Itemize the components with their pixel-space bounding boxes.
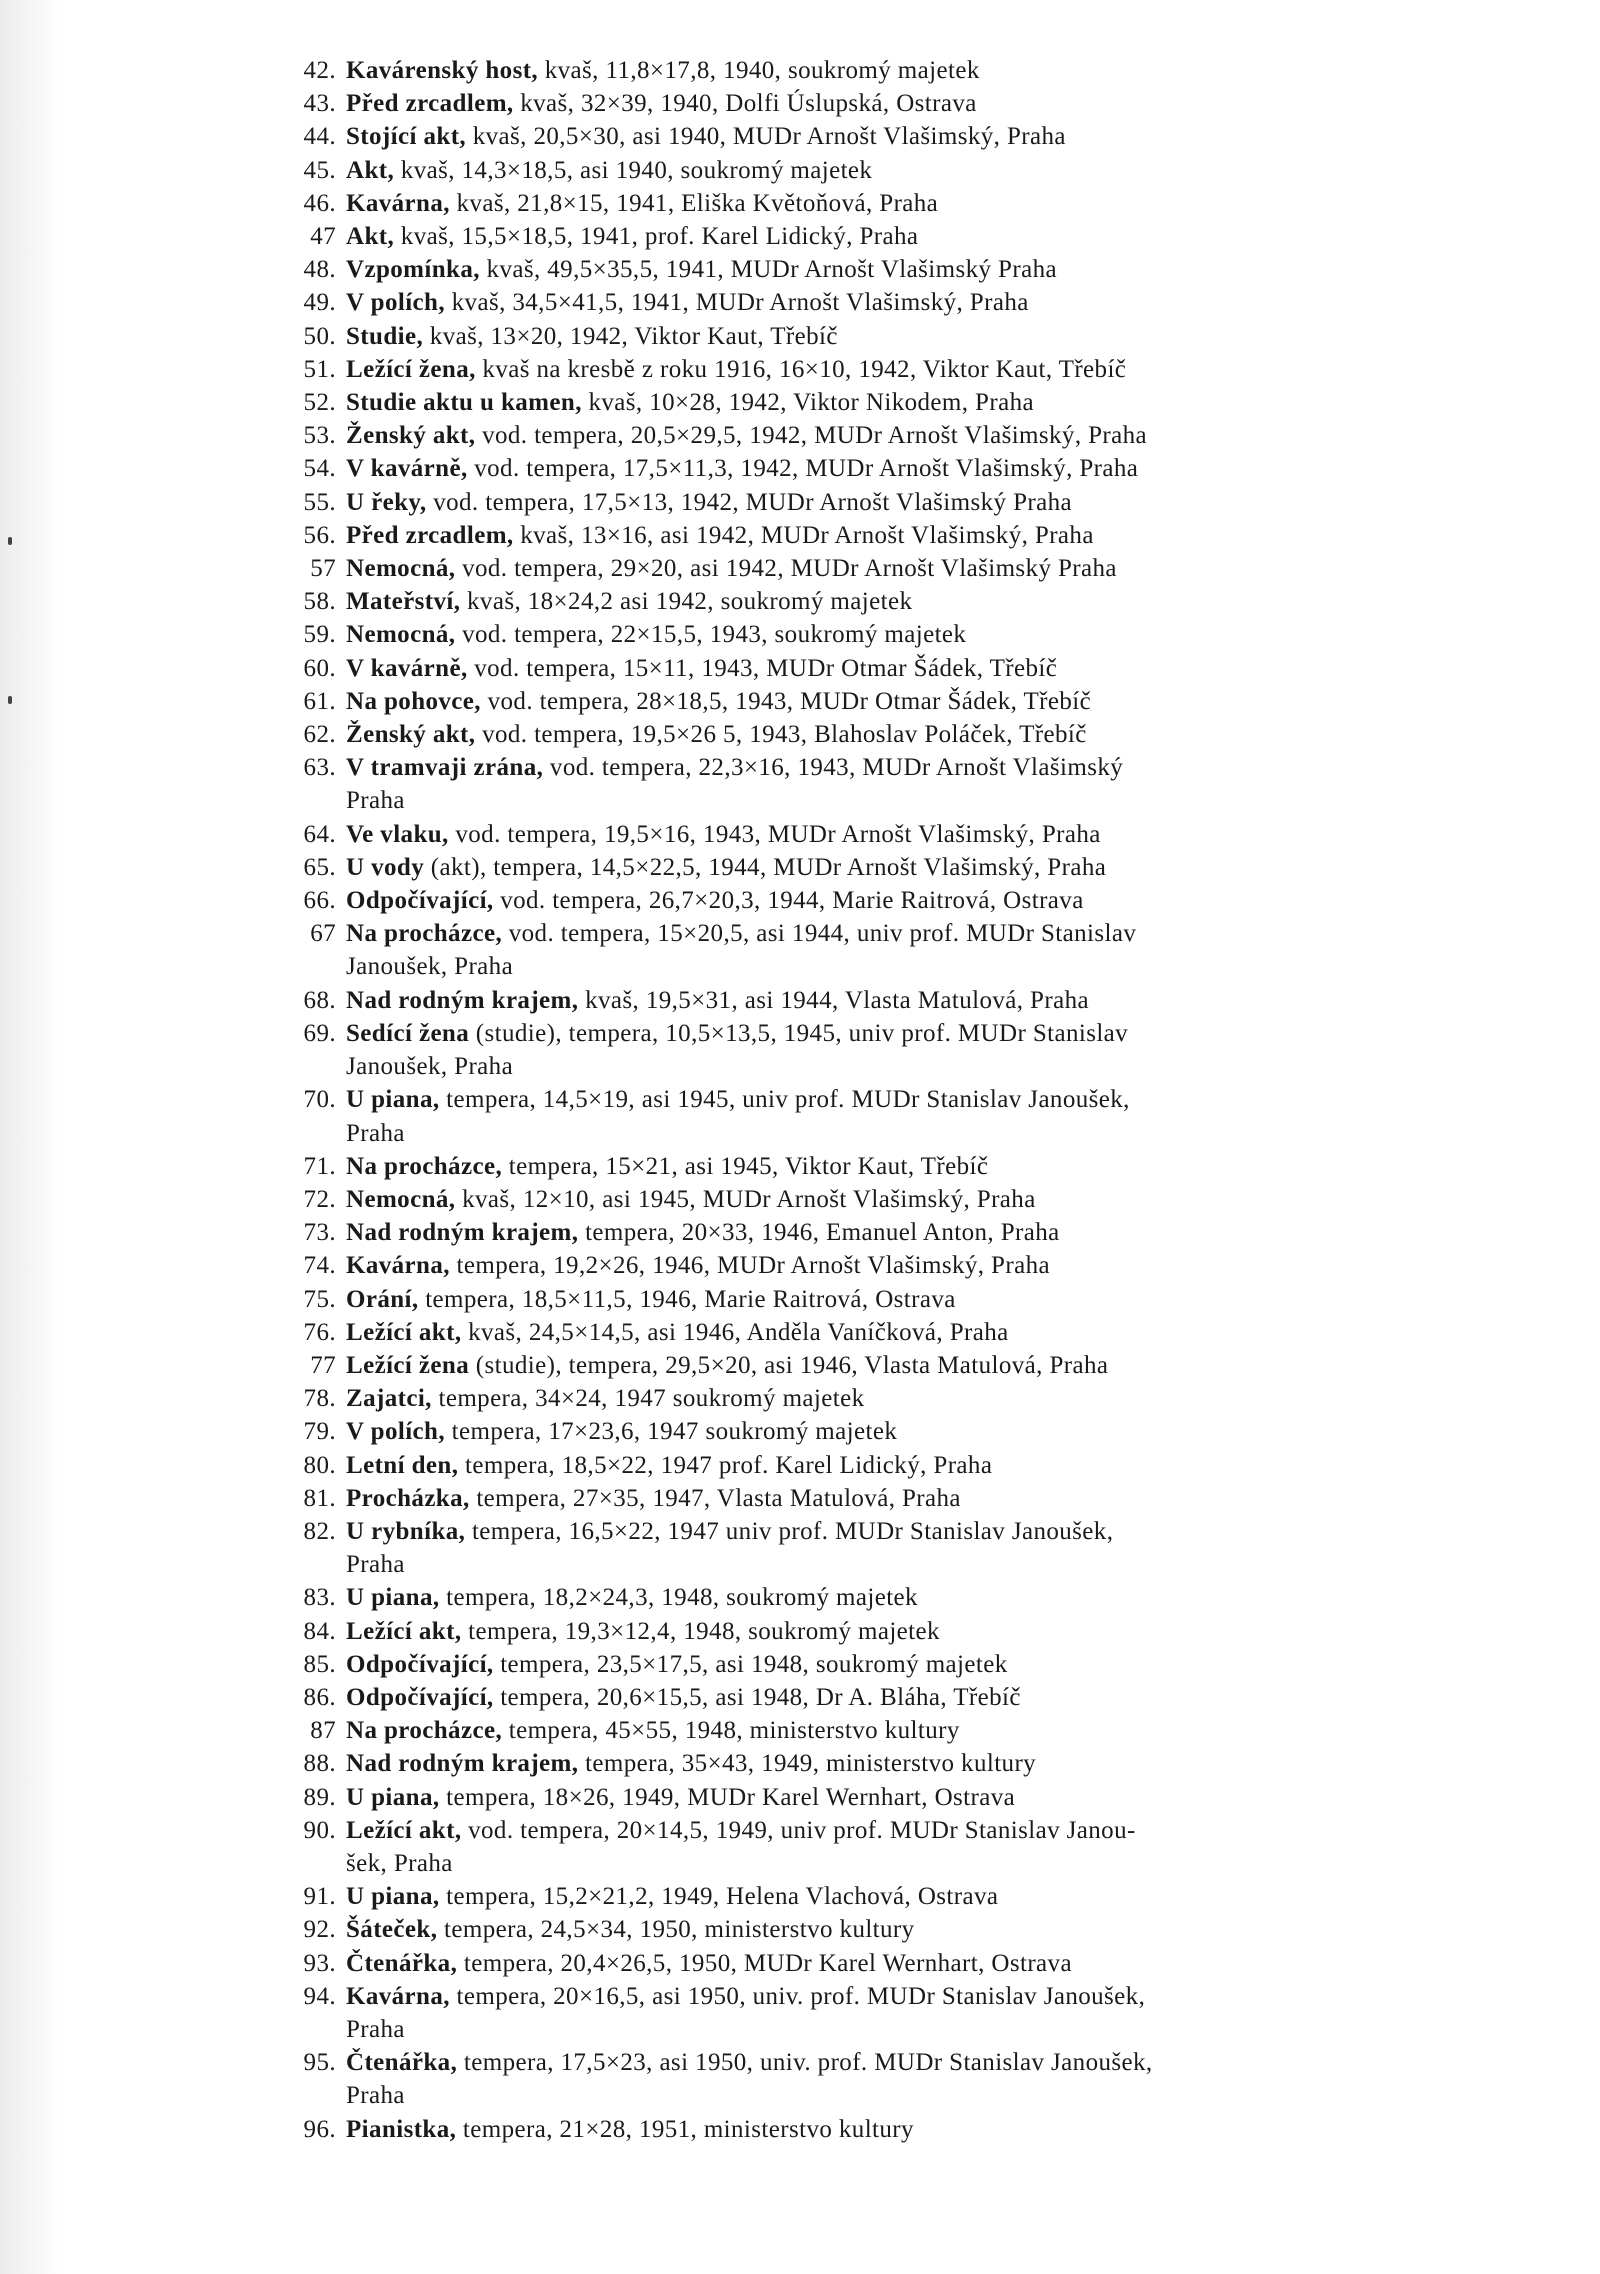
entry-details: tempera, 17×23,6, 1947 soukromý majetek: [445, 1418, 898, 1446]
entry-title: Akt,: [346, 156, 395, 184]
catalogue-entry: [272, 884, 1492, 917]
entry-details: tempera, 17,5×23, asi 1950, univ. prof. MUDr Stanislav Janoušek,: [457, 2049, 1153, 2077]
entry-details: tempera, 20,6×15,5, asi 1948, Dr A. Bláha, Třebíč: [493, 1683, 1021, 1711]
entry-title: Sedící žena: [346, 1019, 470, 1047]
entry-title: U piana,: [346, 1086, 440, 1114]
entry-title: U piana,: [346, 1883, 440, 1911]
entry-line: [346, 419, 1492, 452]
entry-number: 57: [310, 555, 336, 583]
entry-number: 43.: [303, 90, 336, 118]
entry-details: tempera, 27×35, 1947, Vlasta Matulová, Praha: [469, 1484, 961, 1512]
entry-details: tempera, 23,5×17,5, asi 1948, soukromý majetek: [493, 1650, 1008, 1678]
entry-line: [346, 2046, 1492, 2079]
entry-details: (studie), tempera, 10,5×13,5, 1945, univ prof. MUDr Stanislav: [469, 1019, 1129, 1047]
entry-title: Kavárna,: [346, 1982, 450, 2010]
entry-line: [346, 652, 1492, 685]
entry-title: Ležící akt,: [346, 1816, 462, 1844]
entry-title: Ženský akt,: [346, 422, 476, 450]
entry-line: [346, 718, 1492, 751]
entry-title: V polích,: [346, 289, 445, 317]
entry-number: 65.: [303, 853, 336, 881]
catalogue-entry: [272, 1083, 1492, 1149]
catalogue-entry: [272, 1814, 1492, 1880]
entry-number: 76.: [303, 1318, 336, 1346]
entry-details: tempera, 16,5×22, 1947 univ prof. MUDr Stanislav Janoušek,: [465, 1517, 1114, 1545]
entry-number: 50.: [303, 322, 336, 350]
entry-line: [346, 519, 1492, 552]
entry-title: Před zrcadlem,: [346, 521, 514, 549]
catalogue-entry: [272, 253, 1492, 286]
entry-line: [346, 1781, 1492, 1814]
entry-details: kvaš, 19,5×31, asi 1944, Vlasta Matulová, Praha: [578, 986, 1089, 1014]
entry-number: 81.: [303, 1484, 336, 1512]
entry-number: 90.: [303, 1816, 336, 1844]
entry-title: Pianistka,: [346, 2115, 457, 2143]
catalogue-entry: [272, 685, 1492, 718]
entry-title: Procházka,: [346, 1484, 470, 1512]
entry-number: 56.: [303, 521, 336, 549]
catalogue-entry: [272, 652, 1492, 685]
entry-line: [346, 851, 1492, 884]
entry-title: U vody: [346, 853, 425, 881]
entry-number: 69.: [303, 1019, 336, 1047]
entry-line: [346, 286, 1492, 319]
catalogue-entry: [272, 618, 1492, 651]
entry-details: kvaš, 13×20, 1942, Viktor Kaut, Třebíč: [423, 322, 838, 350]
entry-title: Vzpomínka,: [346, 256, 480, 284]
entry-number: 46.: [303, 189, 336, 217]
entry-details: tempera, 18,2×24,3, 1948, soukromý majetek: [439, 1584, 918, 1612]
entry-details: vod. tempera, 20,5×29,5, 1942, MUDr Arnošt Vlašimský, Praha: [475, 422, 1148, 450]
catalogue-entry: [272, 751, 1492, 817]
entry-line: [346, 320, 1492, 353]
entry-continuation: Praha: [346, 2015, 405, 2043]
catalogue-entry: [272, 353, 1492, 386]
entry-title: Kavárna,: [346, 189, 450, 217]
entry-title: Orání,: [346, 1285, 419, 1313]
entry-line: [346, 1382, 1492, 1415]
entry-line: [346, 1216, 1492, 1249]
entry-number: 89.: [303, 1783, 336, 1811]
entry-title: Na procházce,: [346, 1717, 503, 1745]
entry-details: tempera, 21×28, 1951, ministerstvo kultury: [456, 2115, 914, 2143]
entry-details: tempera, 19,2×26, 1946, MUDr Arnošt Vlašimský, Praha: [449, 1252, 1050, 1280]
catalogue-entry: [272, 2113, 1492, 2146]
entry-details: vod. tempera, 15×11, 1943, MUDr Otmar Šádek, Třebíč: [467, 654, 1058, 682]
entry-line: [346, 751, 1492, 784]
entry-title: Šáteček,: [346, 1916, 438, 1944]
entry-line: [346, 2113, 1492, 2146]
entry-number: 88.: [303, 1750, 336, 1778]
catalogue-entry: [272, 1183, 1492, 1216]
catalogue-entry: [272, 1216, 1492, 1249]
entry-details: tempera, 45×55, 1948, ministerstvo kultury: [502, 1717, 960, 1745]
entry-number: 72.: [303, 1185, 336, 1213]
catalogue-entry: [272, 320, 1492, 353]
entry-details: tempera, 18,5×22, 1947 prof. Karel Lidický, Praha: [458, 1451, 993, 1479]
entry-details: kvaš, 21,8×15, 1941, Eliška Květoňová, Praha: [449, 189, 939, 217]
entry-number: 82.: [303, 1517, 336, 1545]
catalogue-entry: [272, 1913, 1492, 1946]
entry-title: U rybníka,: [346, 1517, 466, 1545]
entry-line: [346, 1814, 1492, 1847]
entry-number: 92.: [303, 1916, 336, 1944]
entry-details: vod. tempera, 19,5×16, 1943, MUDr Arnošt Vlašimský, Praha: [448, 820, 1101, 848]
entry-details: kvaš na kresbě z roku 1916, 16×10, 1942, Viktor Kaut, Třebíč: [475, 355, 1127, 383]
catalogue-entry: [272, 286, 1492, 319]
entry-number: 61.: [303, 687, 336, 715]
catalogue-entry: [272, 585, 1492, 618]
entry-details: tempera, 15,2×21,2, 1949, Helena Vlachová, Ostrava: [439, 1883, 999, 1911]
entry-details: vod. tempera, 28×18,5, 1943, MUDr Otmar Šádek, Třebíč: [480, 687, 1092, 715]
entry-line: [346, 1017, 1492, 1050]
catalogue-entry: [272, 1581, 1492, 1614]
entry-line: [346, 984, 1492, 1017]
entry-details: kvaš, 34,5×41,5, 1941, MUDr Arnošt Vlašimský, Praha: [445, 289, 1029, 317]
entry-details: tempera, 19,3×12,4, 1948, soukromý majetek: [461, 1617, 940, 1645]
entry-number: 66.: [303, 887, 336, 915]
entry-line: [346, 1515, 1492, 1548]
entry-details: kvaš, 18×24,2 asi 1942, soukromý majetek: [460, 588, 913, 616]
catalogue-entry: [272, 2046, 1492, 2112]
catalogue-entry: [272, 1249, 1492, 1282]
entry-line: [346, 685, 1492, 718]
entry-details: tempera, 20,4×26,5, 1950, MUDr Karel Wernhart, Ostrava: [457, 1949, 1072, 1977]
entry-details: kvaš, 13×16, asi 1942, MUDr Arnošt Vlašimský, Praha: [513, 521, 1094, 549]
entry-number: 55.: [303, 488, 336, 516]
catalogue-entry: [272, 1648, 1492, 1681]
entry-title: Studie,: [346, 322, 424, 350]
entry-number: 83.: [303, 1584, 336, 1612]
catalogue-entry: [272, 1316, 1492, 1349]
entry-details: kvaš, 24,5×14,5, asi 1946, Anděla Vaníčková, Praha: [461, 1318, 1009, 1346]
entry-details: (studie), tempera, 29,5×20, asi 1946, Vlasta Matulová, Praha: [469, 1351, 1109, 1379]
entry-details: kvaš, 10×28, 1942, Viktor Nikodem, Praha: [581, 389, 1034, 417]
entry-title: Akt,: [346, 223, 395, 251]
entry-continuation: šek, Praha: [346, 1849, 453, 1877]
entry-line: [346, 552, 1492, 585]
entry-line: [346, 353, 1492, 386]
entry-details: kvaš, 49,5×35,5, 1941, MUDr Arnošt Vlašimský Praha: [479, 256, 1057, 284]
catalogue-entry: [272, 1283, 1492, 1316]
catalogue-entry: [272, 984, 1492, 1017]
catalogue-entry: [272, 1714, 1492, 1747]
catalogue-entry: [272, 917, 1492, 983]
catalogue-entry: [272, 552, 1492, 585]
catalogue-entry: [272, 54, 1492, 87]
entry-line: [346, 486, 1492, 519]
entry-line: [346, 1449, 1492, 1482]
entry-line: [346, 154, 1492, 187]
entry-title: Odpočívající,: [346, 887, 494, 915]
entry-number: 52.: [303, 389, 336, 417]
entry-details: kvaš, 15,5×18,5, 1941, prof. Karel Lidický, Praha: [394, 223, 919, 251]
entry-details: vod. tempera, 26,7×20,3, 1944, Marie Raitrová, Ostrava: [493, 887, 1084, 915]
catalogue-entry: [272, 1349, 1492, 1382]
entry-title: Zajatci,: [346, 1385, 432, 1413]
entry-title: U piana,: [346, 1584, 440, 1612]
entry-details: tempera, 15×21, asi 1945, Viktor Kaut, Třebíč: [502, 1152, 989, 1180]
entry-number: 84.: [303, 1617, 336, 1645]
entry-number: 78.: [303, 1385, 336, 1413]
entry-title: Ve vlaku,: [346, 820, 449, 848]
entry-number: 96.: [303, 2115, 336, 2143]
entry-number: 71.: [303, 1152, 336, 1180]
entry-line: [346, 1150, 1492, 1183]
entry-number: 53.: [303, 422, 336, 450]
entry-number: 49.: [303, 289, 336, 317]
catalogue-entry: [272, 818, 1492, 851]
margin-mark: [8, 696, 12, 704]
entry-number: 73.: [303, 1219, 336, 1247]
entry-details: vod. tempera, 15×20,5, asi 1944, univ prof. MUDr Stanislav: [502, 920, 1137, 948]
entry-line: [346, 386, 1492, 419]
entry-number: 48.: [303, 256, 336, 284]
entry-number: 80.: [303, 1451, 336, 1479]
entry-title: Na pohovce,: [346, 687, 481, 715]
entry-details: tempera, 35×43, 1949, ministerstvo kultury: [578, 1750, 1037, 1778]
entry-line: [346, 1980, 1492, 2013]
entry-line: [346, 1316, 1492, 1349]
catalogue-entry: [272, 1017, 1492, 1083]
entry-title: V kavárně,: [346, 455, 468, 483]
entry-details: tempera, 34×24, 1947 soukromý majetek: [431, 1385, 865, 1413]
entry-number: 94.: [303, 1982, 336, 2010]
entry-line: [346, 585, 1492, 618]
entry-line: [346, 54, 1492, 87]
entry-line: [346, 253, 1492, 286]
entry-line: [346, 818, 1492, 851]
catalogue-entry: [272, 519, 1492, 552]
entry-number: 42.: [303, 57, 336, 84]
entry-line: [346, 120, 1492, 153]
entry-number: 59.: [303, 621, 336, 649]
entry-title: Na procházce,: [346, 920, 503, 948]
entry-details: vod. tempera, 19,5×26 5, 1943, Blahoslav Poláček, Třebíč: [475, 721, 1087, 749]
catalogue-entry: [272, 1449, 1492, 1482]
entry-number: 70.: [303, 1086, 336, 1114]
entry-title: V polích,: [346, 1418, 445, 1446]
entry-number: 79.: [303, 1418, 336, 1446]
entry-line: [346, 1913, 1492, 1946]
entry-line: [346, 917, 1492, 950]
entry-line: [346, 1714, 1492, 1747]
entry-details: (akt), tempera, 14,5×22,5, 1944, MUDr Arnošt Vlašimský, Praha: [424, 853, 1107, 881]
entry-number: 54.: [303, 455, 336, 483]
entry-continuation: Janoušek, Praha: [346, 1053, 514, 1081]
entry-title: Kavárna,: [346, 1252, 450, 1280]
entry-details: tempera, 20×16,5, asi 1950, univ. prof. MUDr Stanislav Janoušek,: [449, 1982, 1146, 2010]
catalogue-entry: [272, 220, 1492, 253]
catalogue-entry: [272, 452, 1492, 485]
entry-details: tempera, 24,5×34, 1950, ministerstvo kultury: [437, 1916, 915, 1944]
catalogue-entry: [272, 419, 1492, 452]
entry-number: 45.: [303, 156, 336, 184]
entry-continuation: Praha: [346, 787, 405, 815]
entry-number: 68.: [303, 986, 336, 1014]
entry-line: [346, 220, 1492, 253]
catalogue-entry: [272, 1681, 1492, 1714]
entry-details: vod. tempera, 17,5×11,3, 1942, MUDr Arnošt Vlašimský, Praha: [467, 455, 1139, 483]
entry-title: Nemocná,: [346, 621, 456, 649]
entry-title: Nad rodným krajem,: [346, 986, 579, 1014]
entry-line: [346, 1482, 1492, 1515]
entry-line: [346, 1947, 1492, 1980]
entry-line: [346, 1083, 1492, 1116]
entry-title: Odpočívající,: [346, 1683, 494, 1711]
entry-line: [346, 452, 1492, 485]
entry-title: U řeky,: [346, 488, 427, 516]
entry-title: V tramvaji zrána,: [346, 754, 544, 782]
entry-title: Čtenářka,: [346, 2049, 458, 2077]
entry-details: kvaš, 11,8×17,8, 1940, soukromý majetek: [538, 57, 980, 84]
entry-number: 64.: [303, 820, 336, 848]
page-edge-shadow: [0, 0, 62, 2274]
entry-number: 63.: [303, 754, 336, 782]
entry-number: 95.: [303, 2049, 336, 2077]
entry-title: Ležící akt,: [346, 1318, 462, 1346]
catalogue-entry: [272, 187, 1492, 220]
entry-line: [346, 618, 1492, 651]
entry-line: [346, 1681, 1492, 1714]
entry-details: vod. tempera, 22,3×16, 1943, MUDr Arnošt Vlašimský: [543, 754, 1124, 782]
entry-title: Čtenářka,: [346, 1949, 458, 1977]
catalogue-entry: [272, 486, 1492, 519]
entry-line: [346, 1183, 1492, 1216]
entry-details: kvaš, 12×10, asi 1945, MUDr Arnošt Vlašimský, Praha: [455, 1185, 1036, 1213]
entry-continuation: Praha: [346, 1551, 405, 1579]
entry-number: 86.: [303, 1683, 336, 1711]
entry-title: Nemocná,: [346, 1185, 456, 1213]
entry-title: Ležící žena,: [346, 355, 476, 383]
entry-number: 75.: [303, 1285, 336, 1313]
entry-number: 47: [310, 223, 336, 251]
entry-details: tempera, 18×26, 1949, MUDr Karel Wernhart, Ostrava: [439, 1783, 1016, 1811]
entry-title: Před zrcadlem,: [346, 90, 514, 118]
catalogue-entry: [272, 154, 1492, 187]
catalogue-entry: [272, 1515, 1492, 1581]
entry-details: tempera, 18,5×11,5, 1946, Marie Raitrová, Ostrava: [418, 1285, 956, 1313]
entry-title: Mateřství,: [346, 588, 461, 616]
entry-number: 51.: [303, 355, 336, 383]
entry-details: kvaš, 20,5×30, asi 1940, MUDr Arnošt Vlašimský, Praha: [466, 123, 1066, 151]
catalogue-entry: [272, 87, 1492, 120]
entry-number: 74.: [303, 1252, 336, 1280]
entry-number: 77: [310, 1351, 336, 1379]
entry-title: Kavárenský host,: [346, 57, 539, 84]
catalogue-entry: [272, 386, 1492, 419]
entry-details: vod. tempera, 22×15,5, 1943, soukromý majetek: [455, 621, 967, 649]
entry-number: 60.: [303, 654, 336, 682]
entry-details: vod. tempera, 20×14,5, 1949, univ prof. MUDr Stanislav Janou-: [461, 1816, 1136, 1844]
entry-number: 58.: [303, 588, 336, 616]
entry-line: [346, 1349, 1492, 1382]
catalogue-entry: [272, 1150, 1492, 1183]
margin-mark: [8, 537, 12, 545]
catalogue-entry: [272, 718, 1492, 751]
entry-continuation: Praha: [346, 2082, 405, 2110]
entry-line: [346, 1581, 1492, 1614]
entry-title: V kavárně,: [346, 654, 468, 682]
entry-line: [346, 1880, 1492, 1913]
entry-title: Studie aktu u kamen,: [346, 389, 582, 417]
catalogue-entry: [272, 1382, 1492, 1415]
entry-details: tempera, 20×33, 1946, Emanuel Anton, Praha: [578, 1219, 1060, 1247]
entry-title: Nad rodným krajem,: [346, 1750, 579, 1778]
entry-line: [346, 87, 1492, 120]
catalogue-entry: [272, 1747, 1492, 1780]
entry-line: [346, 1415, 1492, 1448]
entry-title: Ženský akt,: [346, 721, 476, 749]
entry-number: 87: [310, 1717, 336, 1745]
entry-number: 93.: [303, 1949, 336, 1977]
catalogue-entry: [272, 1615, 1492, 1648]
entry-line: [346, 1249, 1492, 1282]
entry-title: Ležící akt,: [346, 1617, 462, 1645]
entry-details: kvaš, 14,3×18,5, asi 1940, soukromý majetek: [394, 156, 873, 184]
catalogue-entry: [272, 1980, 1492, 2046]
entry-title: Nad rodným krajem,: [346, 1219, 579, 1247]
catalogue-entry: [272, 1880, 1492, 1913]
entry-continuation: Janoušek, Praha: [346, 953, 514, 981]
entry-line: [346, 187, 1492, 220]
entry-number: 44.: [303, 123, 336, 151]
catalogue-entry: [272, 1947, 1492, 1980]
catalogue-entry: [272, 1482, 1492, 1515]
entry-line: [346, 1747, 1492, 1780]
entry-details: vod. tempera, 29×20, asi 1942, MUDr Arnošt Vlašimský Praha: [455, 555, 1117, 583]
entry-continuation: Praha: [346, 1119, 405, 1147]
entry-number: 91.: [303, 1883, 336, 1911]
entry-number: 67: [310, 920, 336, 948]
catalogue-entry: [272, 120, 1492, 153]
entry-title: Na procházce,: [346, 1152, 503, 1180]
entry-title: Ležící žena: [346, 1351, 470, 1379]
entry-line: [346, 1283, 1492, 1316]
catalogue-list: [272, 54, 1492, 2146]
entry-details: vod. tempera, 17,5×13, 1942, MUDr Arnošt Vlašimský Praha: [426, 488, 1072, 516]
entry-details: tempera, 14,5×19, asi 1945, univ prof. MUDr Stanislav Janoušek,: [439, 1086, 1130, 1114]
entry-details: kvaš, 32×39, 1940, Dolfi Úslupská, Ostrava: [513, 90, 977, 118]
entry-title: U piana,: [346, 1783, 440, 1811]
entry-number: 62.: [303, 721, 336, 749]
catalogue-entry: [272, 1781, 1492, 1814]
catalogue-entry: [272, 851, 1492, 884]
entry-title: Stojící akt,: [346, 123, 467, 151]
entry-title: Letní den,: [346, 1451, 459, 1479]
entry-number: 85.: [303, 1650, 336, 1678]
entry-line: [346, 1648, 1492, 1681]
entry-title: Nemocná,: [346, 555, 456, 583]
entry-line: [346, 884, 1492, 917]
entry-line: [346, 1615, 1492, 1648]
entry-title: Odpočívající,: [346, 1650, 494, 1678]
catalogue-entry: [272, 1415, 1492, 1448]
